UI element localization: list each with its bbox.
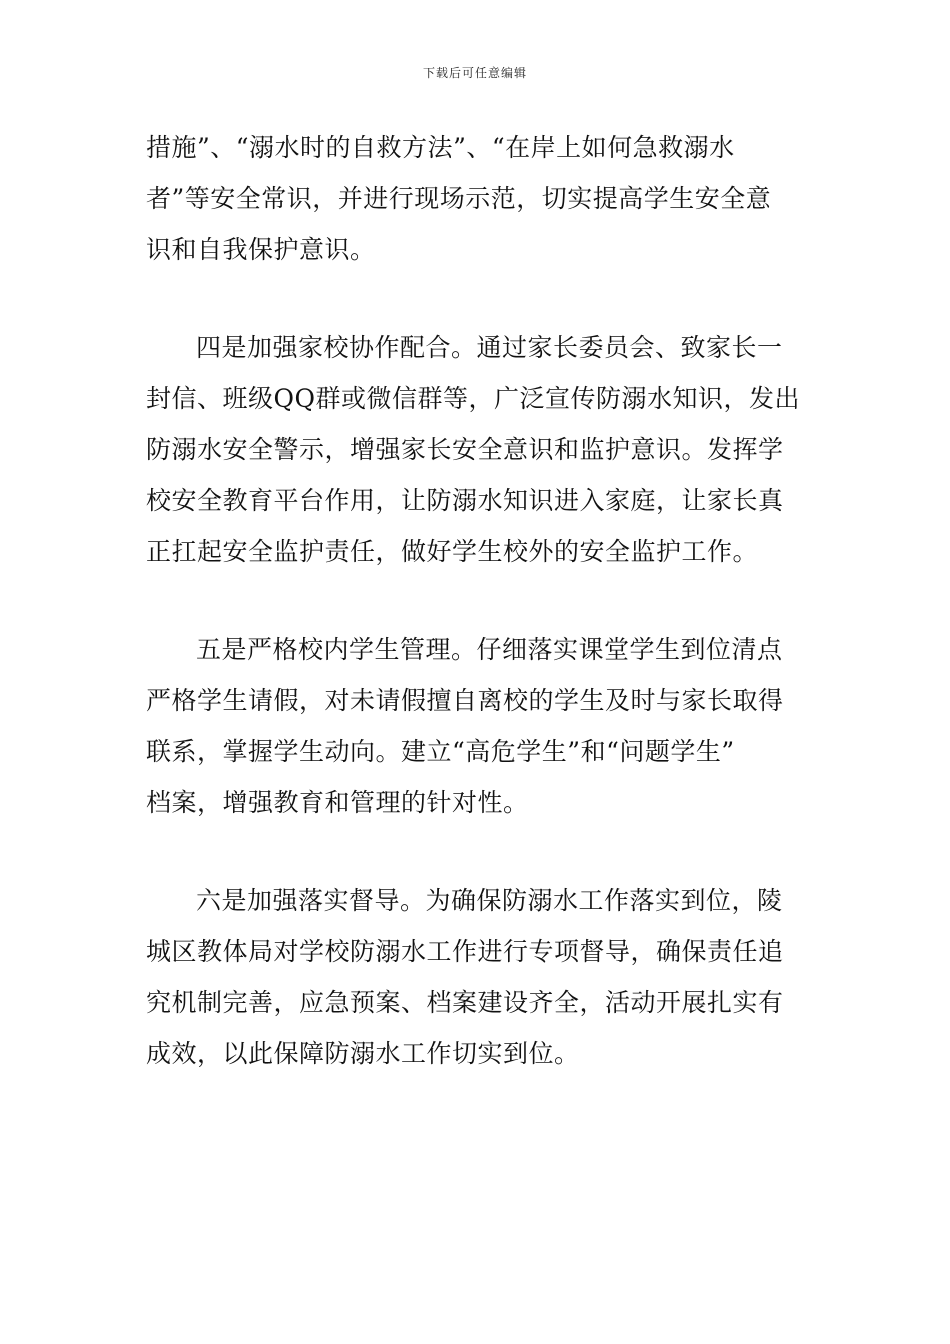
paragraph-safety-knowledge (146, 122, 808, 275)
text-line: 究机制完善，应急预案、档案建设齐全，活动开展扎实有 (146, 988, 784, 1017)
document-body (146, 122, 808, 1079)
paragraph-gap (146, 275, 808, 322)
page-header: 下载后可任意编辑 (422, 66, 527, 80)
paragraph-supervision (146, 875, 808, 1079)
text-line: 者”等安全常识，并进行现场示范，切实提高学生安全意 (146, 184, 772, 213)
paragraph-student-management (146, 624, 808, 828)
text-line: 六是加强落实督导。为确保防溺水工作落实到位，陵 (196, 886, 783, 915)
paragraph-gap (146, 828, 808, 875)
text-line: 成效，以此保障防溺水工作切实到位。 (146, 1039, 580, 1068)
text-line: 城区教体局对学校防溺水工作进行专项督导，确保责任追 (146, 937, 784, 966)
text-line: 识和自我保护意识。 (146, 235, 376, 264)
text-line: 正扛起安全监护责任，做好学生校外的安全监护工作。 (146, 537, 759, 566)
text-line: 封信、班级QQ群或微信群等，广泛宣传防溺水知识，发出 (146, 384, 800, 413)
text-line: 五是严格校内学生管理。仔细落实课堂学生到位清点 (196, 635, 783, 664)
paragraph-home-school-cooperation (146, 322, 808, 577)
text-line: 联系，掌握学生动向。建立“高危学生”和“问题学生” (146, 737, 735, 766)
text-line: 四是加强家校协作配合。通过家长委员会、致家长一 (196, 333, 783, 362)
text-line: 校安全教育平台作用，让防溺水知识进入家庭，让家长真 (146, 486, 784, 515)
text-line: 严格学生请假，对未请假擅自离校的学生及时与家长取得 (146, 686, 784, 715)
paragraph-gap (146, 577, 808, 624)
text-line: 档案，增强教育和管理的针对性。 (146, 788, 529, 817)
text-line: 措施”、“溺水时的自救方法”、“在岸上如何急救溺水 (146, 133, 735, 162)
text-line: 防溺水安全警示，增强家长安全意识和监护意识。发挥学 (146, 435, 784, 464)
